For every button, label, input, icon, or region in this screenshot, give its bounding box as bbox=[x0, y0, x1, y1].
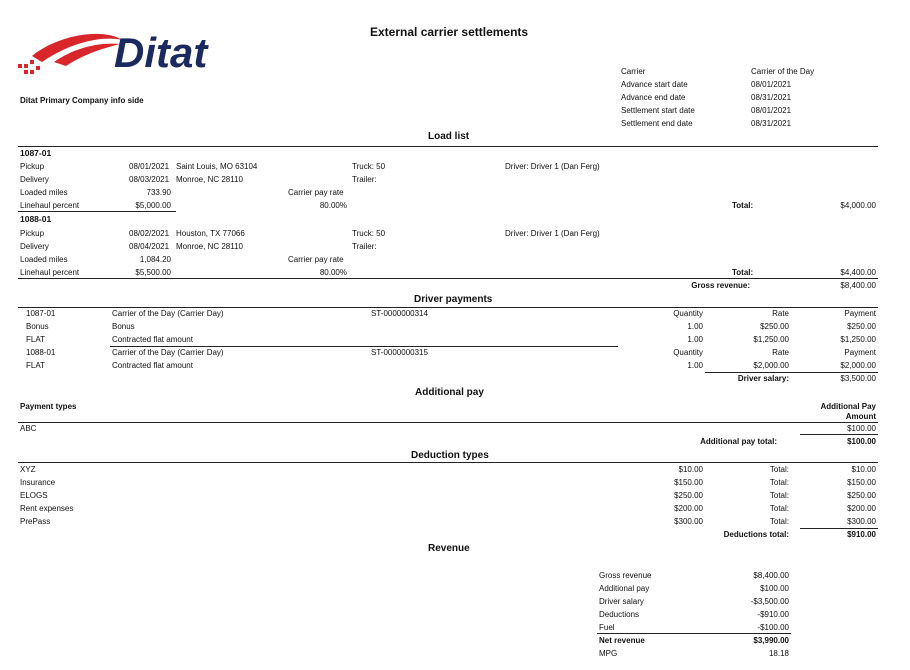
table-cell: Carrier of the Day (Carrier Day) bbox=[112, 309, 224, 318]
table-cell: $1,250.00 bbox=[753, 335, 789, 344]
deduction-amount: $250.00 bbox=[674, 491, 703, 500]
table-cell: Rate bbox=[772, 309, 789, 318]
driver-salary-value: $3,500.00 bbox=[840, 374, 876, 383]
revenue-label: Deductions bbox=[599, 610, 640, 619]
table-cell: FLAT bbox=[26, 361, 45, 370]
info-label: Advance end date bbox=[621, 93, 686, 102]
driver: Driver: Driver 1 (Dan Ferg) bbox=[505, 162, 600, 171]
divider bbox=[800, 434, 878, 435]
deductions-total-value: $910.00 bbox=[847, 530, 876, 539]
table-cell: 1.00 bbox=[687, 361, 703, 370]
divider bbox=[800, 278, 878, 279]
table-cell: FLAT bbox=[26, 335, 45, 344]
additional-pay-total-value: $100.00 bbox=[847, 437, 876, 446]
rate-label: Carrier pay rate bbox=[288, 188, 344, 197]
gross-revenue-label: Gross revenue: bbox=[691, 281, 750, 290]
table-cell: Carrier of the Day (Carrier Day) bbox=[112, 348, 224, 357]
revenue-label: Additional pay bbox=[599, 584, 650, 593]
delivery-date: 08/04/2021 bbox=[129, 242, 170, 251]
revenue-heading: Revenue bbox=[428, 543, 470, 554]
pickup-location: Houston, TX 77066 bbox=[176, 229, 245, 238]
delivery-label: Delivery bbox=[20, 242, 49, 251]
divider bbox=[18, 211, 176, 212]
miles-label: Loaded miles bbox=[20, 188, 68, 197]
table-cell: Rate bbox=[772, 348, 789, 357]
deduction-total-label: Total: bbox=[769, 478, 789, 487]
rate-value: 80.00% bbox=[319, 201, 347, 210]
pickup-date: 08/02/2021 bbox=[129, 229, 170, 238]
table-cell: 1088-01 bbox=[26, 348, 56, 357]
table-cell: $2,000.00 bbox=[840, 361, 876, 370]
linehaul-label: Linehaul percent bbox=[20, 268, 80, 277]
info-value: 08/01/2021 bbox=[751, 106, 792, 115]
divider bbox=[18, 146, 878, 147]
table-cell: $250.00 bbox=[760, 322, 789, 331]
deduction-total: $10.00 bbox=[851, 465, 876, 474]
truck: Truck: 50 bbox=[352, 229, 386, 238]
gross-revenue-value: $8,400.00 bbox=[840, 281, 876, 290]
divider bbox=[110, 346, 618, 347]
table-cell: Contracted flat amount bbox=[112, 335, 193, 344]
load-list-heading: Load list bbox=[428, 131, 470, 142]
revenue-value: -$3,500.00 bbox=[750, 597, 789, 606]
driver: Driver: Driver 1 (Dan Ferg) bbox=[505, 229, 600, 238]
divider bbox=[705, 372, 878, 373]
load-id: 1087-01 bbox=[20, 148, 52, 158]
revenue-label: Fuel bbox=[599, 623, 615, 632]
info-value: 08/01/2021 bbox=[751, 80, 792, 89]
additional-pay-total-label: Additional pay total: bbox=[700, 437, 777, 446]
table-cell: Bonus bbox=[26, 322, 49, 331]
divider bbox=[18, 307, 878, 308]
logo-wordmark: Ditat bbox=[114, 29, 208, 76]
table-cell: Quantity bbox=[673, 348, 703, 357]
divider bbox=[18, 462, 878, 463]
linehaul-value: $5,500.00 bbox=[135, 268, 171, 277]
additional-pay-type: ABC bbox=[20, 424, 37, 433]
pickup-label: Pickup bbox=[20, 229, 45, 238]
table-cell: Payment bbox=[844, 348, 876, 357]
delivery-label: Delivery bbox=[20, 175, 49, 184]
revenue-value: $100.00 bbox=[760, 584, 789, 593]
revenue-value: -$100.00 bbox=[757, 623, 789, 632]
pickup-date: 08/01/2021 bbox=[129, 162, 170, 171]
revenue-label: Gross revenue bbox=[599, 571, 652, 580]
amount-header-line1: Additional Pay bbox=[820, 402, 876, 411]
pickup-location: Saint Louis, MO 63104 bbox=[176, 162, 258, 171]
table-cell: $1,250.00 bbox=[840, 335, 876, 344]
divider bbox=[597, 633, 791, 634]
table-cell: 1087-01 bbox=[26, 309, 56, 318]
table-cell: ST-0000000315 bbox=[371, 348, 428, 357]
delivery-location: Monroe, NC 28110 bbox=[176, 242, 243, 251]
logo-swoosh-icon bbox=[14, 26, 124, 84]
additional-pay-amount: $100.00 bbox=[847, 424, 876, 433]
deduction-amount: $300.00 bbox=[674, 517, 703, 526]
company-logo bbox=[14, 26, 244, 84]
deduction-total: $150.00 bbox=[847, 478, 876, 487]
info-value: Carrier of the Day bbox=[751, 67, 815, 76]
table-cell: Contracted flat amount bbox=[112, 361, 193, 370]
company-name: Ditat Primary Company info side bbox=[20, 96, 144, 105]
divider bbox=[18, 422, 878, 423]
total-value: $4,400.00 bbox=[840, 268, 876, 277]
deduction-total-label: Total: bbox=[769, 504, 789, 513]
linehaul-label: Linehaul percent bbox=[20, 201, 80, 210]
rate-label: Carrier pay rate bbox=[288, 255, 344, 264]
linehaul-value: $5,000.00 bbox=[135, 201, 171, 210]
total-label: Total: bbox=[732, 201, 754, 210]
miles-value: 1,084.20 bbox=[139, 255, 171, 264]
deduction-total-label: Total: bbox=[769, 517, 789, 526]
revenue-value: $8,400.00 bbox=[753, 571, 789, 580]
delivery-location: Monroe, NC 28110 bbox=[176, 175, 243, 184]
table-cell: $250.00 bbox=[847, 322, 876, 331]
deduction-amount: $200.00 bbox=[674, 504, 703, 513]
deduction-name: XYZ bbox=[20, 465, 36, 474]
deduction-types-heading: Deduction types bbox=[411, 450, 489, 461]
miles-value: 733.90 bbox=[146, 188, 171, 197]
deduction-amount: $10.00 bbox=[678, 465, 703, 474]
miles-label: Loaded miles bbox=[20, 255, 68, 264]
table-cell: Bonus bbox=[112, 322, 135, 331]
deduction-total: $250.00 bbox=[847, 491, 876, 500]
info-label: Carrier bbox=[621, 67, 646, 76]
page-title: External carrier settlements bbox=[370, 25, 529, 39]
deduction-total-label: Total: bbox=[769, 465, 789, 474]
deduction-name: Rent expenses bbox=[20, 504, 74, 513]
info-value: 08/31/2021 bbox=[751, 93, 792, 102]
net-revenue-label: Net revenue bbox=[599, 636, 645, 645]
deduction-total-label: Total: bbox=[769, 491, 789, 500]
deduction-name: Insurance bbox=[20, 478, 56, 487]
divider bbox=[800, 528, 878, 529]
table-cell: 1.00 bbox=[687, 322, 703, 331]
total-label: Total: bbox=[732, 268, 754, 277]
divider bbox=[18, 278, 878, 279]
deductions-total-label: Deductions total: bbox=[723, 530, 789, 539]
revenue-label: Driver salary bbox=[599, 597, 644, 606]
total-value: $4,000.00 bbox=[840, 201, 876, 210]
rate-value: 80.00% bbox=[319, 268, 347, 277]
driver-payments-heading: Driver payments bbox=[414, 294, 493, 305]
trailer: Trailer: bbox=[352, 242, 377, 251]
info-label: Settlement end date bbox=[621, 119, 693, 128]
payment-types-header: Payment types bbox=[20, 402, 77, 411]
mpg-value: 18.18 bbox=[768, 649, 789, 658]
truck: Truck: 50 bbox=[352, 162, 386, 171]
revenue-value: -$910.00 bbox=[757, 610, 789, 619]
pickup-label: Pickup bbox=[20, 162, 45, 171]
deduction-name: ELOGS bbox=[20, 491, 48, 500]
load-id: 1088-01 bbox=[20, 214, 52, 224]
info-label: Advance start date bbox=[621, 80, 688, 89]
table-cell: Quantity bbox=[673, 309, 703, 318]
info-label: Settlement start date bbox=[621, 106, 695, 115]
amount-header-line2: Amount bbox=[845, 412, 876, 421]
net-revenue-value: $3,990.00 bbox=[753, 636, 789, 645]
table-cell: ST-0000000314 bbox=[371, 309, 428, 318]
trailer: Trailer: bbox=[352, 175, 377, 184]
info-value: 08/31/2021 bbox=[751, 119, 792, 128]
table-cell: $2,000.00 bbox=[753, 361, 789, 370]
additional-pay-heading: Additional pay bbox=[415, 387, 484, 398]
delivery-date: 08/03/2021 bbox=[129, 175, 170, 184]
driver-salary-label: Driver salary: bbox=[737, 374, 789, 383]
deduction-total: $300.00 bbox=[847, 517, 876, 526]
table-cell: Payment bbox=[844, 309, 876, 318]
mpg-label: MPG bbox=[599, 649, 618, 658]
deduction-name: PrePass bbox=[20, 517, 51, 526]
table-cell: 1.00 bbox=[687, 335, 703, 344]
deduction-total: $200.00 bbox=[847, 504, 876, 513]
deduction-amount: $150.00 bbox=[674, 478, 703, 487]
